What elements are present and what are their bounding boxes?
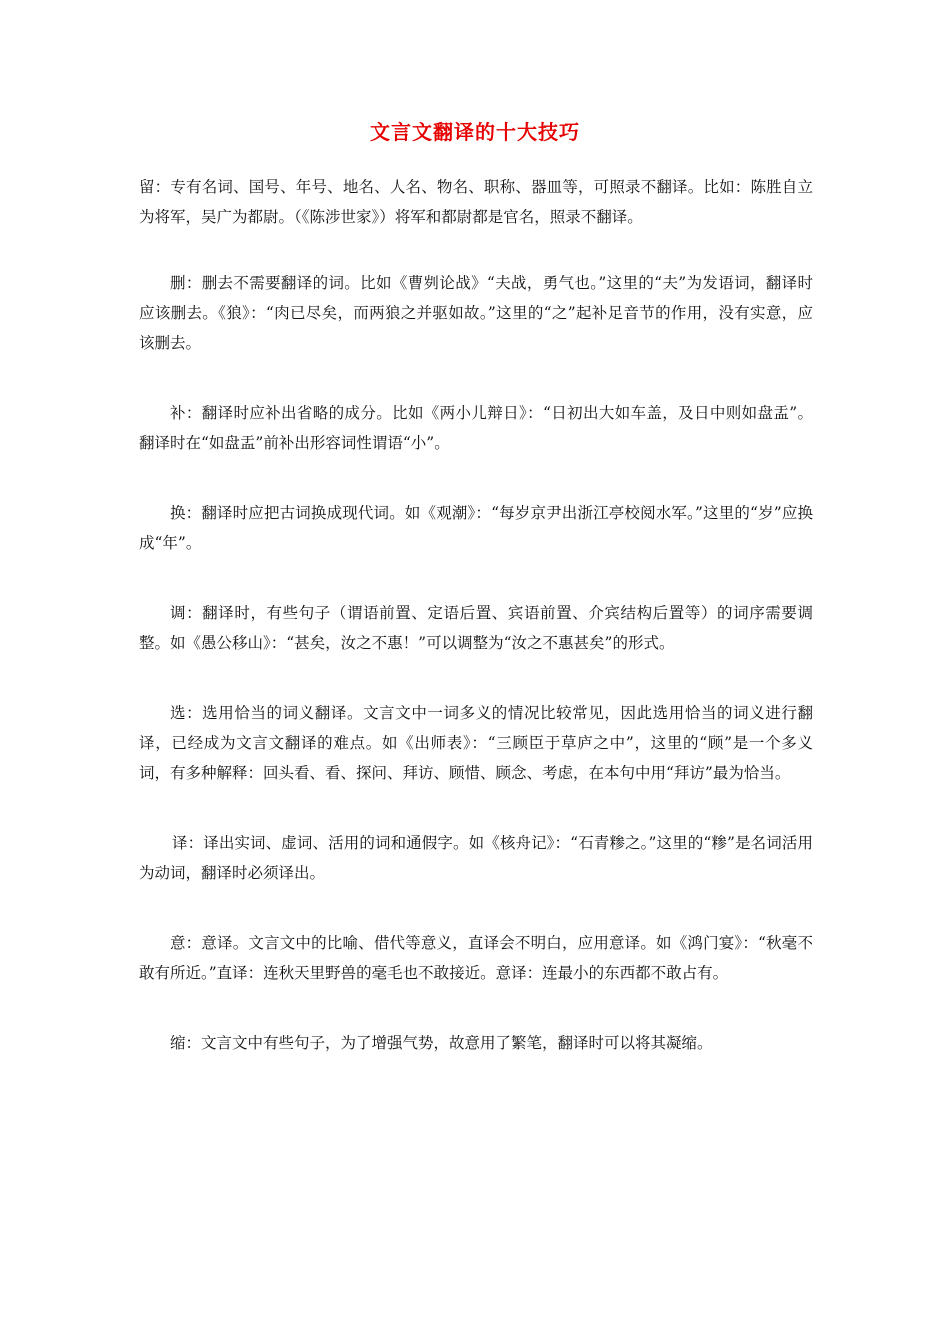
document-title: 文言文翻译的十大技巧	[370, 120, 580, 144]
document-body	[139, 172, 813, 1098]
paragraph-xuan: 选：选用恰当的词义翻译。文言文中一词多义的情况比较常见，因此选用恰当的词义进行翻译，已经成为文言文翻译的难点。如《出师表》：“三顾臣于草庐之中”，这里的“顾”是一个多义词，有多种解释：回头看、看、探问、拜访、顾惜、顾念、考虑，在本句中用“拜访”最为恰当。	[139, 704, 813, 782]
paragraph-yi-translate: 译：译出实词、虚词、活用的词和通假字。如《核舟记》：“石青糁之。”这里的“糁”是名词活用为动词，翻译时必须译出。	[139, 834, 813, 882]
paragraph-suo: 缩：文言文中有些句子，为了增强气势，故意用了繁笔，翻译时可以将其凝缩。	[170, 1034, 713, 1052]
paragraph-tiao: 调：翻译时，有些句子（谓语前置、定语后置、宾语前置、介宾结构后置等）的词序需要调整。如《愚公移山》：“甚矣，汝之不惠！”可以调整为“汝之不惠甚矣”的形式。	[139, 604, 813, 652]
paragraph-huan: 换：翻译时应把古词换成现代词。如《观潮》：“每岁京尹出浙江亭校阅水军。”这里的“岁”应换成“年”。	[139, 504, 813, 552]
paragraph-liu: 留：专有名词、国号、年号、地名、人名、物名、职称、器皿等，可照录不翻译。比如：陈胜自立为将军，吴广为都尉。（《陈涉世家》）将军和都尉都是官名，照录不翻译。	[139, 178, 813, 226]
paragraph-shan: 删：删去不需要翻译的词。比如《曹刿论战》“夫战，勇气也。”这里的“夫”为发语词，翻译时应该删去。《狼》：“肉已尽矣，而两狼之并驱如故。”这里的“之”起补足音节的作用，没有实意，应该删去。	[139, 274, 813, 352]
paragraph-yi-meaning: 意：意译。文言文中的比喻、借代等意义，直译会不明白，应用意译。如《鸿门宴》：“秋毫不敢有所近。”直译：连秋天里野兽的毫毛也不敢接近。意译：连最小的东西都不敢占有。	[139, 934, 813, 982]
paragraph-bu: 补：翻译时应补出省略的成分。比如《两小儿辩日》：“日初出大如车盖，及日中则如盘盂”。翻译时在“如盘盂”前补出形容词性谓语“小”。	[139, 404, 813, 452]
